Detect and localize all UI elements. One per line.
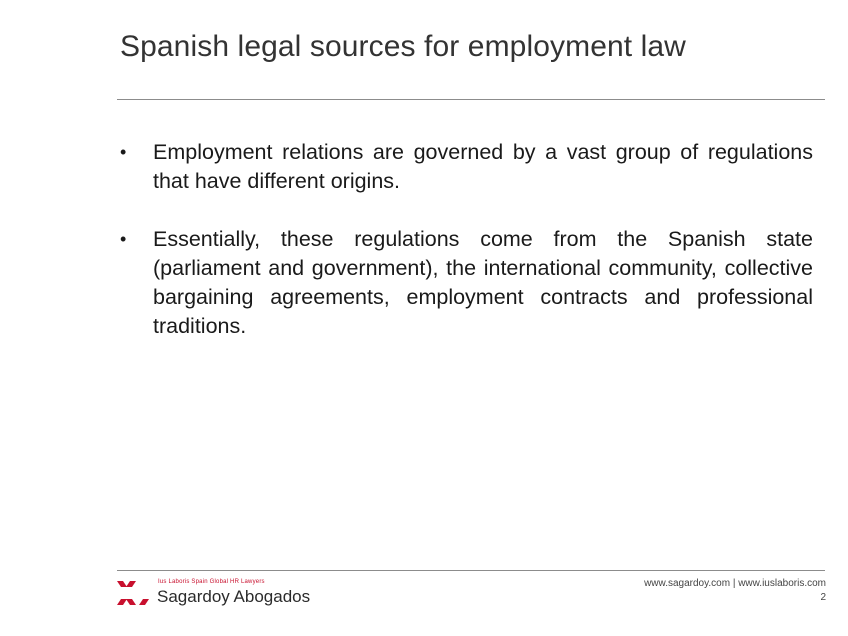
logo-tagline: Ius Laboris Spain Global HR Lawyers [158, 579, 265, 585]
bullet-text: Essentially, these regulations come from the Spanish state (parliament and government), the international community, collective bargaining agreements, employment contracts and professional traditions. [153, 227, 813, 338]
page-number: 2 [820, 592, 826, 603]
footer-divider [117, 570, 825, 571]
bullet-item [118, 138, 813, 196]
sagardoy-logo [117, 578, 317, 608]
bullet-marker: • [120, 142, 127, 162]
sagardoy-mark-icon [117, 581, 153, 605]
footer-links: www.sagardoy.com | www.iuslaboris.com [644, 578, 826, 589]
slide-title: Spanish legal sources for employment law [120, 30, 686, 63]
title-divider [117, 99, 825, 100]
bullet-item [118, 225, 813, 341]
bullet-list [118, 138, 813, 370]
bullet-text: Employment relations are governed by a vast group of regulations that have different origins. [153, 140, 813, 193]
bullet-marker: • [120, 229, 127, 249]
logo-name: Sagardoy Abogados [157, 587, 311, 606]
